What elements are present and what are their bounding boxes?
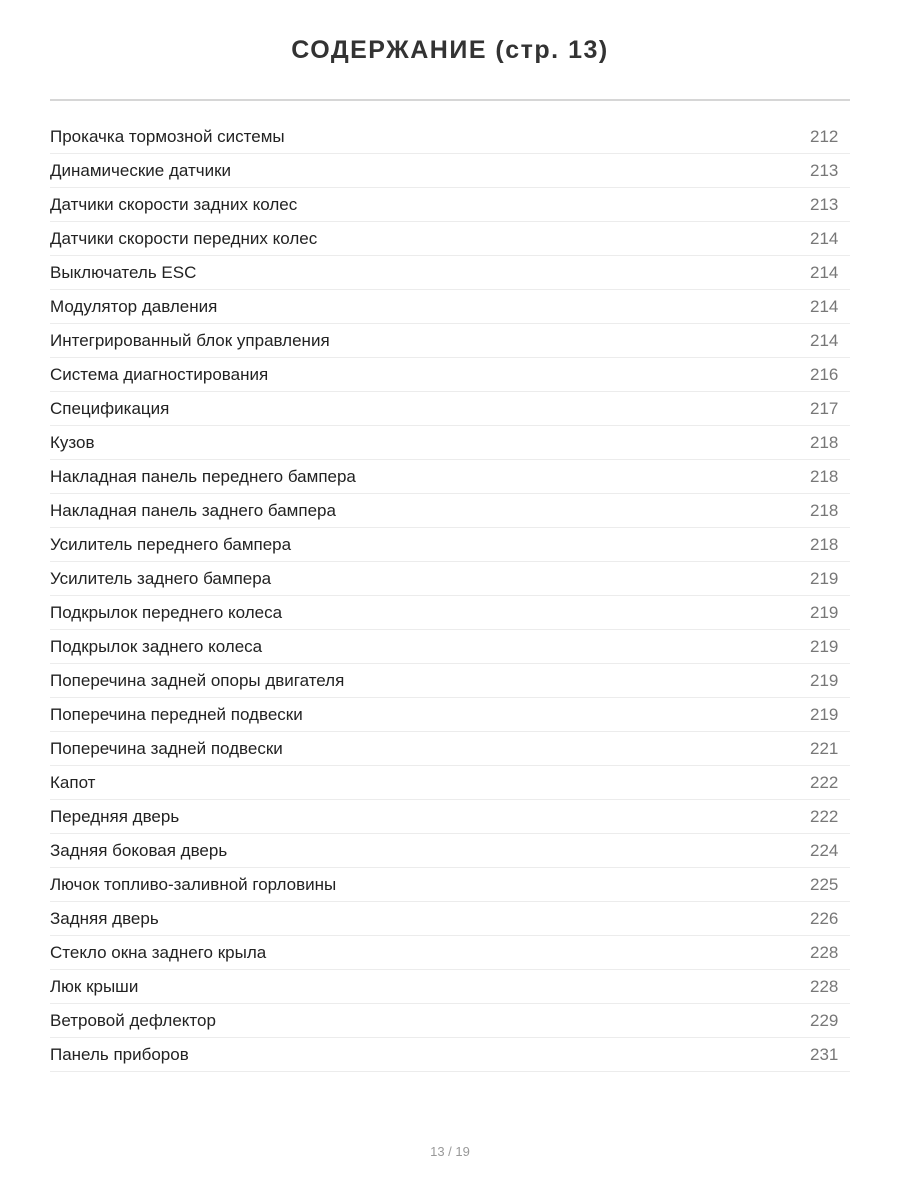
toc-item[interactable] [50, 460, 850, 494]
toc-item-label: Лючок топливо-заливной горловины [50, 874, 337, 894]
toc-item-label: Кузов [50, 432, 95, 452]
toc-item-page: 228 [810, 976, 839, 996]
toc-item[interactable] [50, 392, 850, 426]
toc-item-page: 218 [810, 500, 839, 520]
toc-item-label: Поперечина передней подвески [50, 704, 303, 724]
toc-item-page: 219 [810, 636, 839, 656]
toc-item-label: Подкрылок переднего колеса [50, 602, 283, 622]
toc-item[interactable] [50, 596, 850, 630]
toc-item-page: 224 [810, 840, 839, 860]
toc-item-label: Задняя дверь [50, 908, 159, 928]
toc-item-page: 214 [810, 228, 839, 248]
toc-item-page: 225 [810, 874, 839, 894]
toc-item-label: Люк крыши [50, 976, 139, 996]
toc-item-page: 212 [810, 126, 839, 146]
toc-item[interactable] [50, 528, 850, 562]
toc-item-page: 219 [810, 704, 839, 724]
toc-item[interactable] [50, 868, 850, 902]
toc-item-label: Интегрированный блок управления [50, 330, 330, 350]
toc-item-page: 217 [810, 398, 839, 418]
toc-item[interactable] [50, 426, 850, 460]
toc-item[interactable] [50, 834, 850, 868]
toc-item[interactable] [50, 936, 850, 970]
toc-item-page: 228 [810, 942, 839, 962]
toc-item[interactable] [50, 630, 850, 664]
toc-item[interactable] [50, 698, 850, 732]
toc-item-page: 222 [810, 806, 839, 826]
toc-item-label: Стекло окна заднего крыла [50, 942, 267, 962]
toc-item-label: Динамические датчики [50, 160, 232, 180]
toc-item[interactable] [50, 188, 850, 222]
page-footer-pagination: 13 / 19 [430, 1144, 470, 1159]
title-divider [50, 99, 850, 101]
toc-item-label: Прокачка тормозной системы [50, 126, 285, 146]
toc-item-page: 214 [810, 330, 839, 350]
toc-item-page: 213 [810, 194, 839, 214]
toc-item-label: Ветровой дефлектор [50, 1010, 216, 1030]
toc-item-label: Поперечина задней опоры двигателя [50, 670, 345, 690]
toc-item-page: 214 [810, 296, 839, 316]
page-title: СОДЕРЖАНИЕ (стр. 13) [291, 36, 609, 64]
toc-item-page: 222 [810, 772, 839, 792]
toc-item-label: Спецификация [50, 398, 170, 418]
toc-item-label: Накладная панель переднего бампера [50, 466, 356, 486]
toc-item-label: Выключатель ESC [50, 262, 197, 282]
toc-item-page: 219 [810, 602, 839, 622]
toc-item-page: 214 [810, 262, 839, 282]
toc-item-label: Усилитель переднего бампера [50, 534, 292, 554]
toc-item-label: Капот [50, 772, 96, 792]
toc-item-label: Подкрылок заднего колеса [50, 636, 263, 656]
toc-item-page: 213 [810, 160, 839, 180]
toc-item[interactable] [50, 902, 850, 936]
toc-item-label: Поперечина задней подвески [50, 738, 283, 758]
toc-item[interactable] [50, 766, 850, 800]
toc-item-label: Датчики скорости передних колес [50, 228, 318, 248]
toc-item-page: 218 [810, 534, 839, 554]
toc-item[interactable] [50, 222, 850, 256]
toc-item[interactable] [50, 1038, 850, 1072]
toc-item[interactable] [50, 562, 850, 596]
toc-item[interactable] [50, 800, 850, 834]
toc-item[interactable] [50, 120, 850, 154]
toc-item-label: Накладная панель заднего бампера [50, 500, 336, 520]
toc-item-label: Система диагностирования [50, 364, 269, 384]
toc-item[interactable] [50, 732, 850, 766]
toc-item[interactable] [50, 358, 850, 392]
toc-item-page: 218 [810, 466, 839, 486]
toc-item-page: 226 [810, 908, 839, 928]
toc-item[interactable] [50, 494, 850, 528]
toc-item-page: 219 [810, 670, 839, 690]
toc-item[interactable] [50, 290, 850, 324]
toc-list [50, 120, 850, 1072]
toc-item-label: Задняя боковая дверь [50, 840, 228, 860]
toc-item-label: Передняя дверь [50, 806, 180, 826]
toc-item[interactable] [50, 154, 850, 188]
toc-item[interactable] [50, 970, 850, 1004]
toc-item-page: 221 [810, 738, 839, 758]
toc-item-page: 216 [810, 364, 839, 384]
toc-item-label: Датчики скорости задних колес [50, 194, 298, 214]
toc-item[interactable] [50, 1004, 850, 1038]
toc-item-label: Панель приборов [50, 1044, 189, 1064]
toc-item-page: 219 [810, 568, 839, 588]
toc-item-page: 231 [810, 1044, 839, 1064]
toc-item-label: Модулятор давления [50, 296, 218, 316]
toc-item-page: 229 [810, 1010, 839, 1030]
toc-item[interactable] [50, 324, 850, 358]
toc-item[interactable] [50, 664, 850, 698]
toc-item-label: Усилитель заднего бампера [50, 568, 272, 588]
toc-item[interactable] [50, 256, 850, 290]
toc-item-page: 218 [810, 432, 839, 452]
